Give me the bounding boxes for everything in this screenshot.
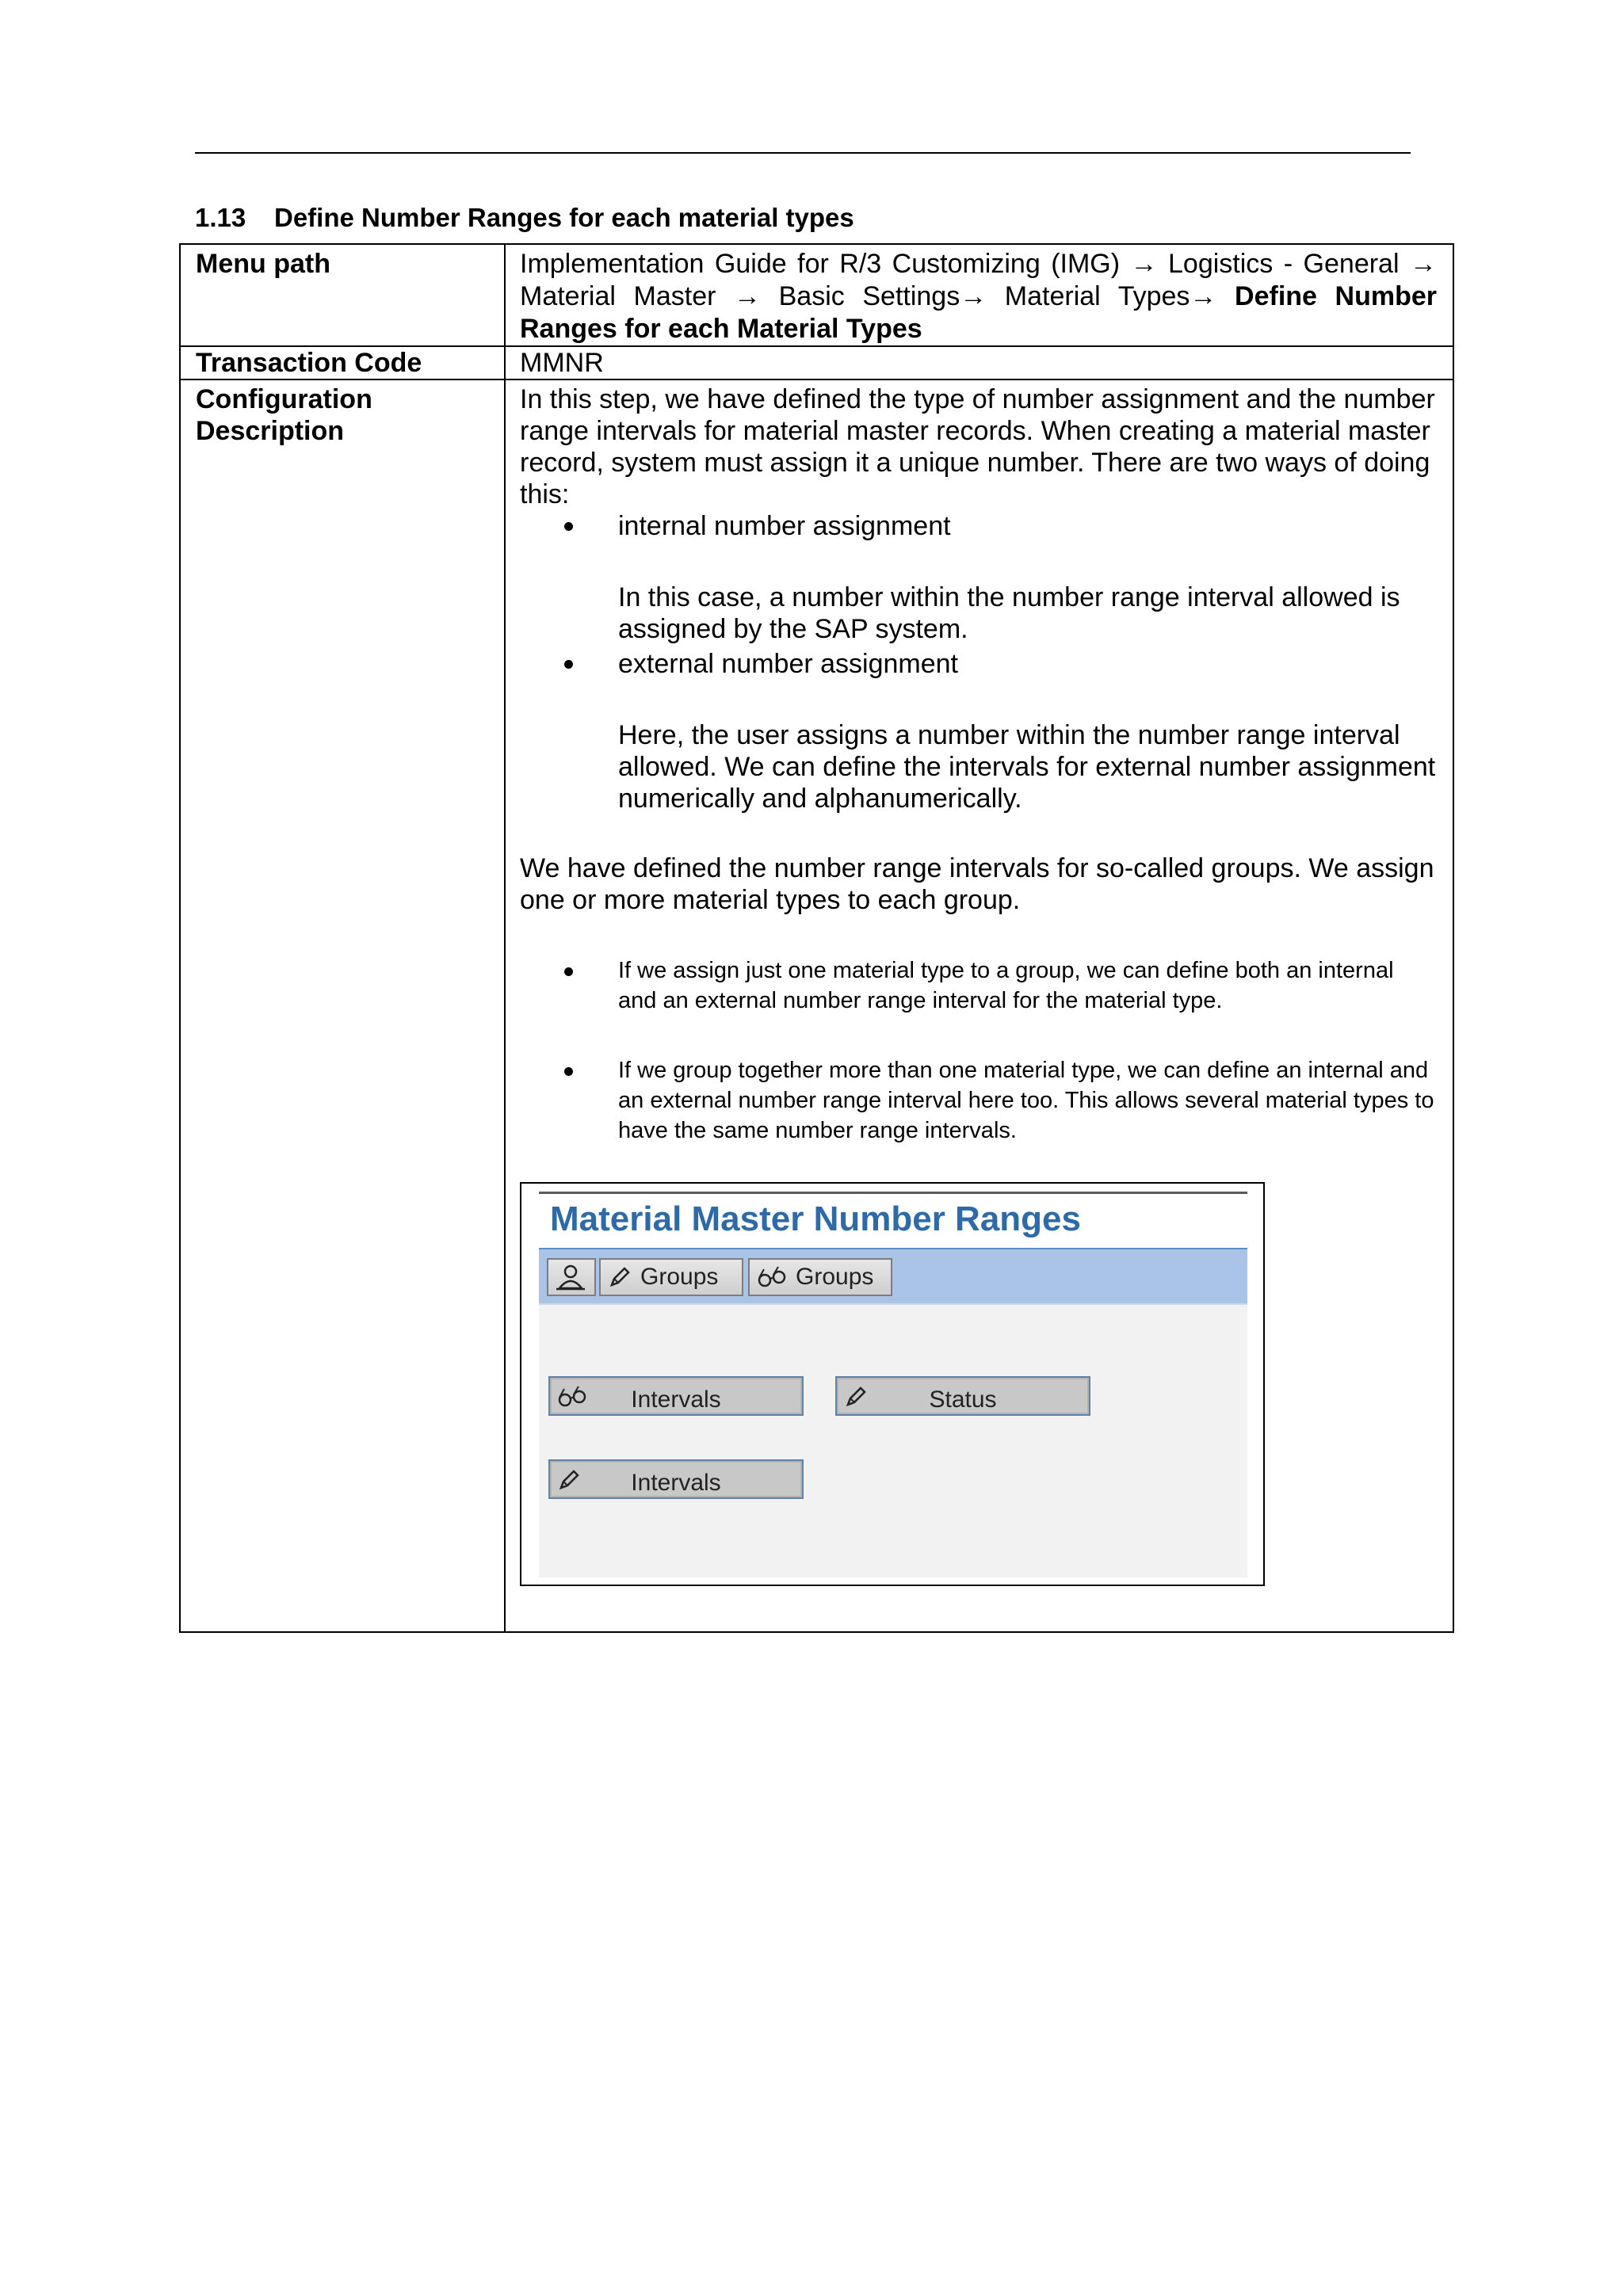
sap-toolbar <box>539 1249 1247 1305</box>
sap-screen-title: Material Master Number Ranges <box>550 1199 1081 1238</box>
section-heading <box>195 203 854 233</box>
change-intervals-button[interactable] <box>548 1459 804 1499</box>
change-groups-label: Groups <box>640 1264 719 1290</box>
menu-path-target: Define Number Ranges for each Material Types <box>520 281 1437 344</box>
display-intervals-button[interactable] <box>548 1376 804 1416</box>
display-intervals-label: Intervals <box>631 1386 721 1413</box>
section-title: Define Number Ranges for each material types <box>274 203 854 232</box>
display-groups-button[interactable] <box>748 1258 892 1296</box>
bullet-external-assignment: external number assignment <box>520 648 1437 680</box>
config-description-row <box>180 379 1453 1632</box>
change-groups-button[interactable] <box>599 1258 743 1296</box>
transaction-code-label: Transaction Code <box>196 348 422 378</box>
group-bullet-single-type: If we assign just one material type to a group, we can define both an internal and an external number range interval for the material type. <box>520 955 1437 1016</box>
transaction-code-row <box>180 346 1453 379</box>
transaction-code-value: MMNR <box>520 348 604 378</box>
pencil-icon <box>607 1264 632 1290</box>
config-table <box>179 243 1454 1633</box>
sap-title-bar <box>539 1194 1247 1249</box>
menu-path-label: Menu path <box>196 249 330 279</box>
description-intro: In this step, we have defined the type of number assignment and the number range intervals for material master records. When creating a material master record, system must assign it a unique number. There are two ways of doing this: <box>520 384 1435 509</box>
status-button[interactable] <box>835 1376 1090 1416</box>
status-label: Status <box>929 1386 997 1413</box>
section-number: 1.13 <box>195 203 246 232</box>
groups-paragraph: We have defined the number range intervals for so-called groups. We assign one or more material types to each group. <box>520 853 1434 915</box>
config-description-value <box>506 380 1453 1586</box>
change-intervals-label: Intervals <box>631 1470 721 1496</box>
overview-button[interactable] <box>547 1258 596 1296</box>
config-description-label: Configuration Description <box>196 384 372 446</box>
menu-path-row <box>180 244 1453 346</box>
external-assignment-detail: Here, the user assigns a number within the number range interval allowed. We can define the intervals for external number assignment numerically and alphanumerically. <box>618 720 1436 814</box>
sap-screenshot <box>520 1182 1265 1586</box>
menu-path-text: Implementation Guide for R/3 Customizing (IMG) → Logistics - General → Material Master → Basic Settings→ Material Types→ <box>520 249 1437 311</box>
glasses-icon <box>756 1264 788 1290</box>
user-overview-icon <box>555 1263 586 1291</box>
menu-path-value <box>506 245 1453 345</box>
group-bullet-multiple-types: If we group together more than one material type, we can define an internal and an external number range interval here too. This allows several material types to have the same number range intervals. <box>520 1055 1437 1146</box>
header-rule <box>195 152 1411 154</box>
sap-screen-body <box>539 1192 1247 1577</box>
bullet-internal-assignment: internal number assignment <box>520 510 1437 542</box>
internal-assignment-detail: In this case, a number within the number range interval allowed is assigned by the SAP system. <box>618 582 1400 644</box>
display-groups-label: Groups <box>796 1264 874 1290</box>
